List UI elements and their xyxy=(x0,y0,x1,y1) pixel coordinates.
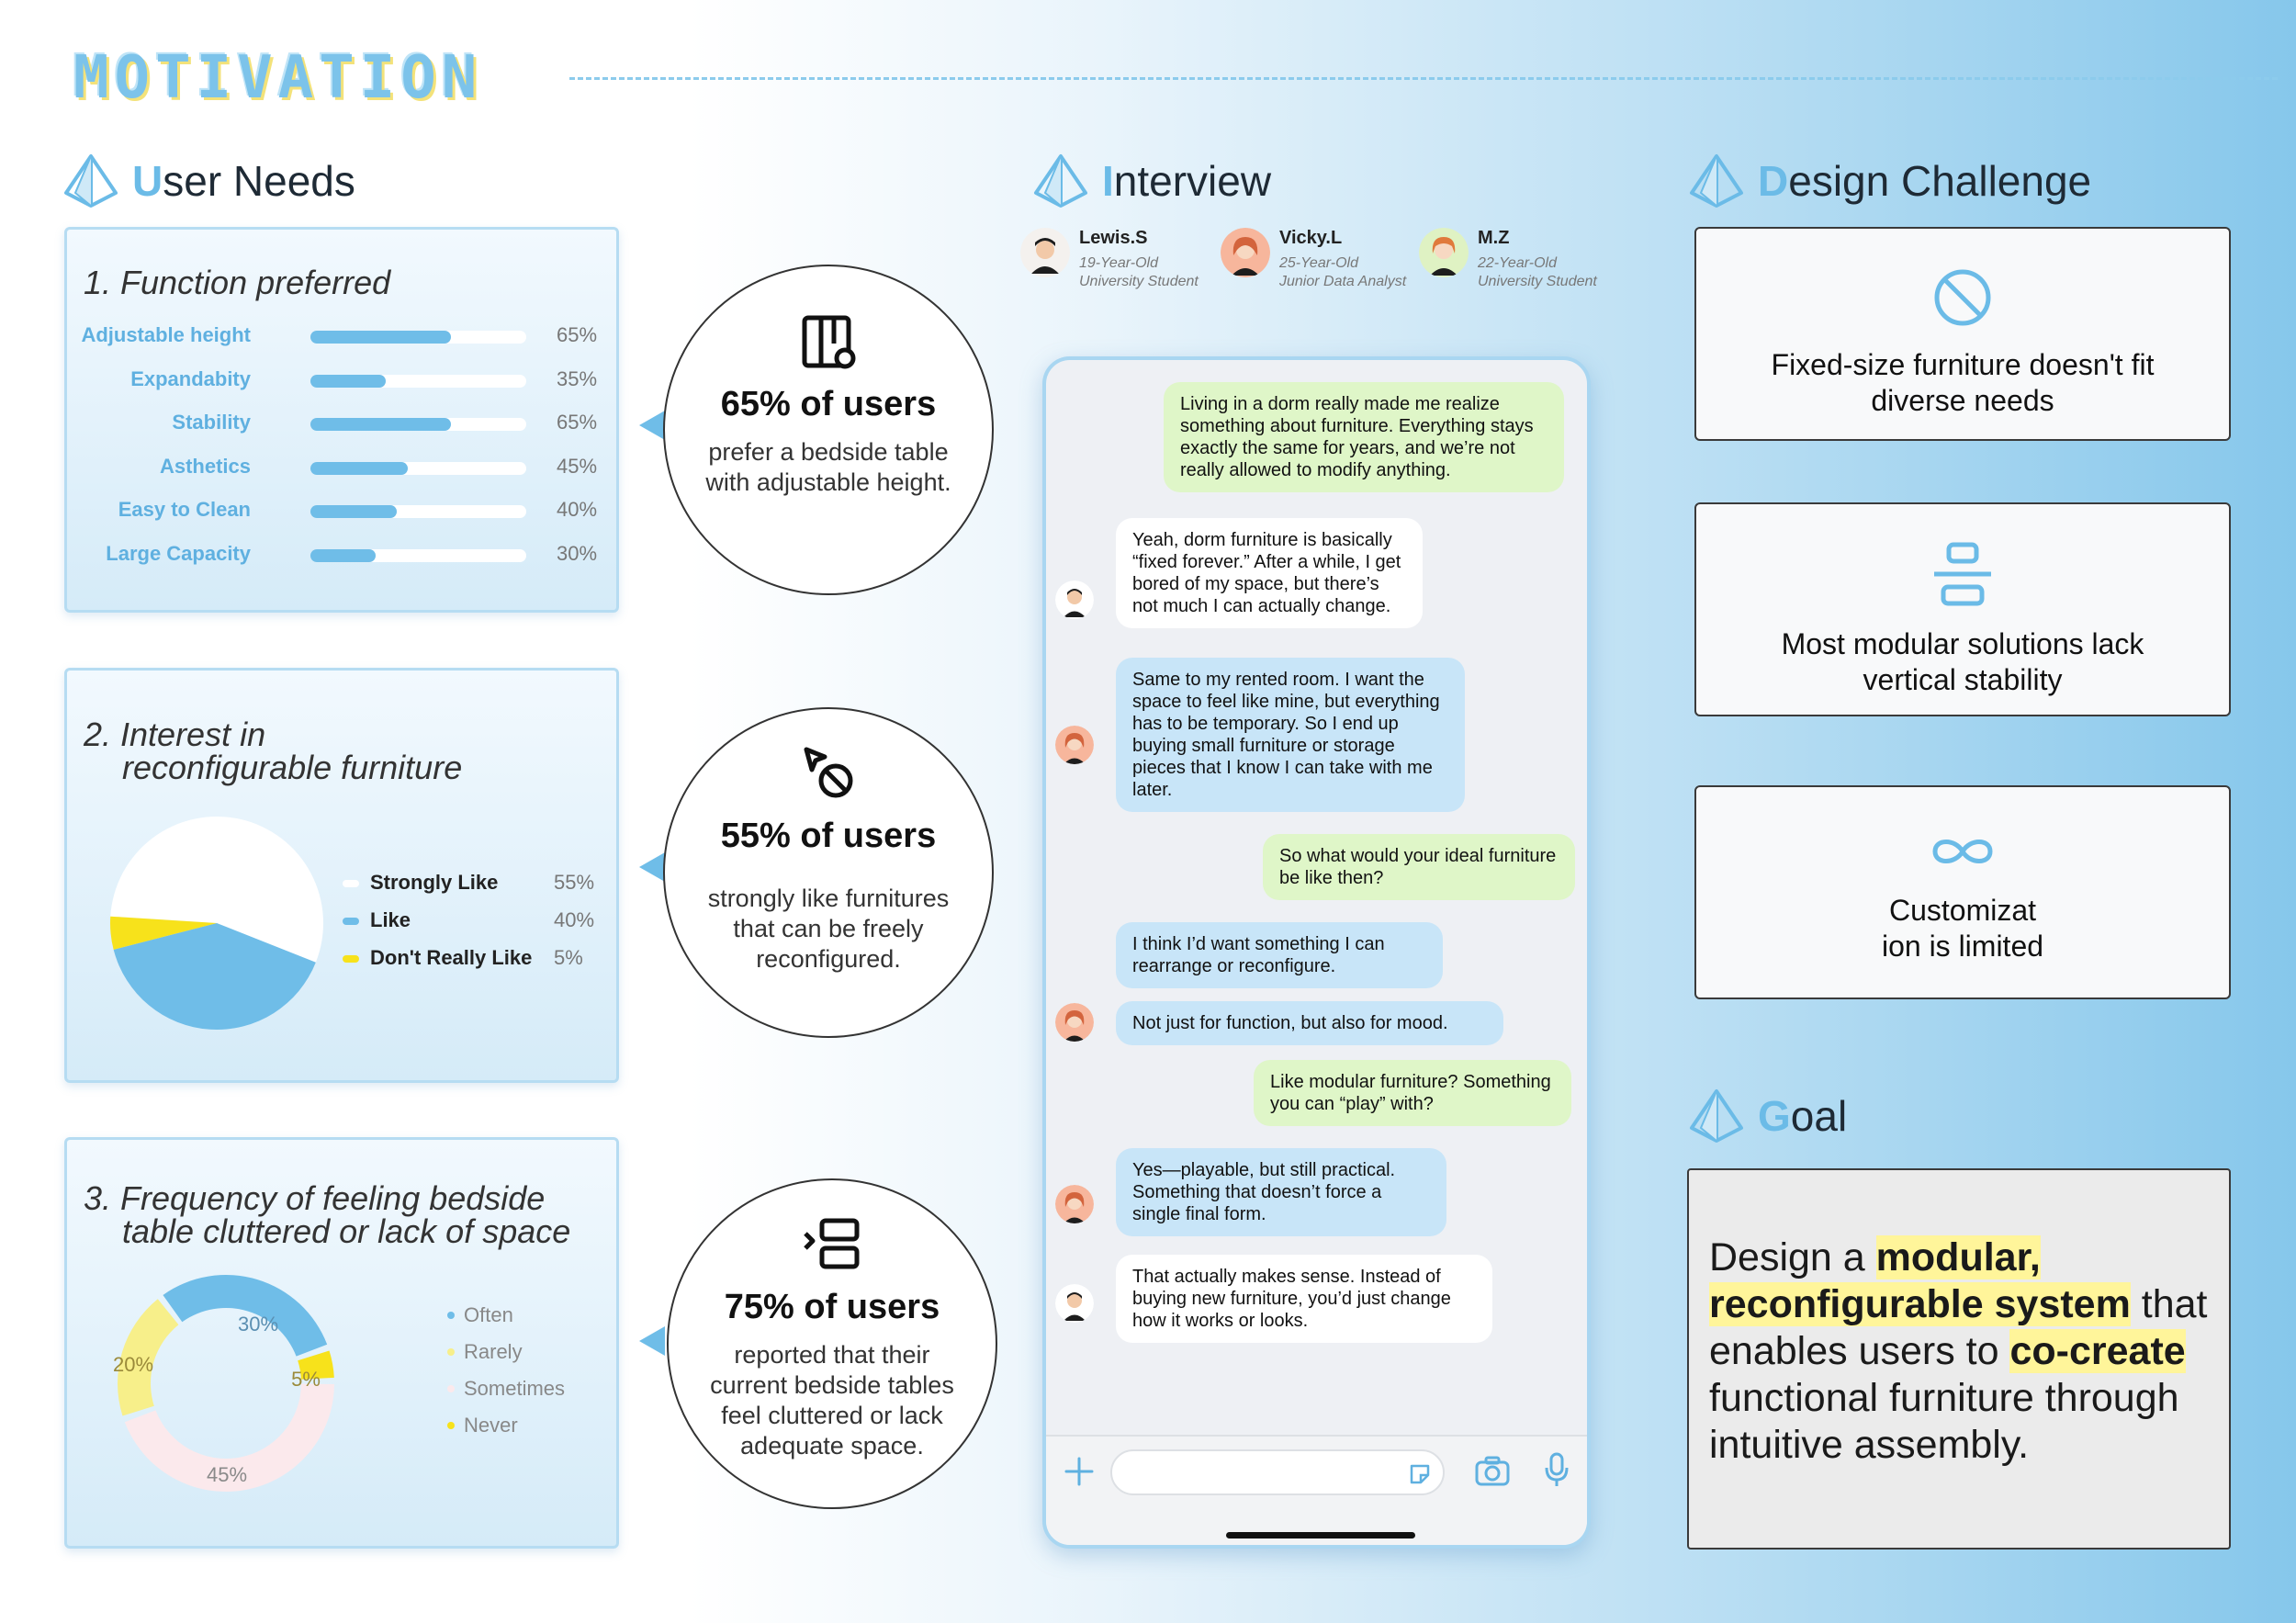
legend-dot xyxy=(447,1348,455,1356)
legend-dot xyxy=(447,1312,455,1319)
user-needs-heading: User Needs xyxy=(62,152,355,209)
avatar xyxy=(1055,1003,1094,1042)
legend-item xyxy=(444,1414,609,1450)
card-title: 1. Function preferred xyxy=(84,264,391,301)
avatar xyxy=(1055,726,1094,764)
cursor-no-icon xyxy=(799,744,858,803)
sticker-icon[interactable] xyxy=(1406,1460,1434,1488)
legend-value: 55% xyxy=(554,871,595,894)
legend-dot xyxy=(447,1422,455,1429)
person-name: M.Z xyxy=(1478,228,1510,248)
legend-label: Strongly Like xyxy=(370,871,499,894)
goal-heading: Goal xyxy=(1688,1088,1847,1144)
pointer-arrow xyxy=(639,411,665,440)
person-role: University Student xyxy=(1478,274,1597,289)
title-divider xyxy=(569,77,2278,80)
card-title-line2: table cluttered or lack of space xyxy=(122,1212,571,1250)
chat-message: Like modular furniture? Something you can “play” with? xyxy=(1254,1060,1571,1126)
legend-label: Don't Really Like xyxy=(370,946,533,969)
challenge-text: diverse needs xyxy=(1871,384,2054,417)
bar-row xyxy=(76,321,598,351)
layout-gear-icon xyxy=(799,312,858,371)
chat-input-bar xyxy=(1046,1435,1587,1549)
bar-label: Expandabity xyxy=(130,366,251,390)
stat-description: strongly like furnitures that can be freely reconfigured. xyxy=(707,885,950,973)
challenge-text: Customizat xyxy=(1888,894,2037,927)
legend-label: Often xyxy=(464,1303,513,1326)
legend-item xyxy=(444,1340,609,1377)
bar-label: Asthetics xyxy=(159,454,251,478)
donut-label-often: 30% xyxy=(237,1313,279,1336)
challenge-text: Most modular solutions lack xyxy=(1781,627,2144,660)
donut-label-sometimes: 45% xyxy=(206,1463,248,1486)
card-title-line1: 3. Frequency of feeling bedside xyxy=(84,1179,546,1217)
chat-phone-mockup xyxy=(1042,356,1591,1549)
legend-item xyxy=(444,1377,609,1414)
function-preferred-card xyxy=(64,227,619,613)
bar-row xyxy=(76,540,598,569)
bar-track xyxy=(310,549,526,562)
legend-swatch xyxy=(343,880,359,887)
person-name: Lewis.S xyxy=(1079,228,1148,248)
prism-icon xyxy=(1688,152,1745,209)
infinity-icon xyxy=(1928,833,1998,870)
interviewee-lewis xyxy=(1020,228,1199,291)
chat-message: Yes—playable, but still practical. Something that doesn’t force a single final form. xyxy=(1116,1148,1446,1236)
stat-headline: 75% of users xyxy=(724,1288,940,1326)
pointer-arrow xyxy=(639,852,665,882)
plus-icon[interactable] xyxy=(1063,1455,1096,1488)
bar-value: 65% xyxy=(557,323,598,346)
donut-label-never: 5% xyxy=(291,1368,321,1391)
bar-row xyxy=(76,496,598,525)
avatar xyxy=(1055,580,1094,619)
stat-circle-2 xyxy=(663,707,994,1038)
avatar xyxy=(1055,1284,1094,1323)
bar-value: 35% xyxy=(557,366,598,390)
align-center-icon xyxy=(1930,539,1995,609)
interview-heading: Interview xyxy=(1032,152,1271,209)
interviewee-vicky xyxy=(1221,228,1406,291)
avatar xyxy=(1221,228,1270,277)
person-age: 22-Year-Old xyxy=(1478,255,1557,271)
interviewee-mz xyxy=(1419,228,1597,291)
stack-arrow-icon xyxy=(800,1215,864,1274)
avatar xyxy=(1020,228,1070,277)
pointer-arrow xyxy=(639,1326,665,1356)
camera-icon[interactable] xyxy=(1474,1455,1511,1488)
bar-fill xyxy=(310,418,451,431)
prism-icon xyxy=(1688,1088,1745,1144)
legend-item xyxy=(444,1303,609,1340)
legend-value: 40% xyxy=(554,908,595,931)
person-role: Junior Data Analyst xyxy=(1279,274,1407,289)
person-name: Vicky.L xyxy=(1279,228,1343,248)
pie-legend xyxy=(343,871,609,984)
bar-label: Large Capacity xyxy=(106,542,251,565)
chat-message: Same to my rented room. I want the space to feel like mine, but everything has to be temporary. So I end up buying small furniture or storage pieces that I know I can take with me later. xyxy=(1116,658,1465,812)
bar-row xyxy=(76,409,598,438)
legend-swatch xyxy=(343,955,359,963)
bar-fill xyxy=(310,462,408,475)
bar-fill xyxy=(310,549,376,562)
person-age: 19-Year-Old xyxy=(1079,255,1158,271)
stat-circle-1 xyxy=(663,265,994,595)
chat-input[interactable] xyxy=(1110,1449,1445,1495)
bar-row xyxy=(76,453,598,482)
bar-fill xyxy=(310,375,386,388)
stat-headline: 55% of users xyxy=(720,817,937,855)
stat-circle-3 xyxy=(667,1178,997,1509)
legend-item xyxy=(343,946,609,984)
challenge-card-3 xyxy=(1694,785,2231,999)
interest-card xyxy=(64,668,619,1083)
legend-item xyxy=(343,908,609,946)
frequency-card xyxy=(64,1137,619,1549)
legend-dot xyxy=(447,1385,455,1392)
legend-label: Sometimes xyxy=(464,1377,566,1400)
stat-headline: 65% of users xyxy=(720,385,937,423)
challenge-text: Fixed-size furniture doesn't fit xyxy=(1771,348,2155,381)
chat-message: Living in a dorm really made me realize something about furniture. Everything stays exactly the same for years, and we’re not really allowed to modify anything. xyxy=(1164,382,1564,492)
chat-message: That actually makes sense. Instead of buying new furniture, you’d just change how it works or looks. xyxy=(1116,1255,1492,1343)
bar-track xyxy=(310,375,526,388)
challenge-text: ion is limited xyxy=(1881,930,2044,963)
legend-item xyxy=(343,871,609,908)
home-indicator xyxy=(1226,1532,1415,1538)
microphone-icon[interactable] xyxy=(1544,1451,1570,1488)
bar-label: Easy to Clean xyxy=(118,498,251,522)
bar-value: 45% xyxy=(557,454,598,478)
legend-label: Like xyxy=(370,908,411,931)
legend-swatch xyxy=(343,918,359,925)
donut-chart xyxy=(102,1259,350,1507)
stat-description: prefer a bedside table with adjustable height. xyxy=(705,438,951,496)
bar-value: 40% xyxy=(557,498,598,522)
goal-statement: Design a modular, reconfigurable system that enables users to co-create functional furniture through intuitive assembly. xyxy=(1687,1168,2231,1550)
legend-value: 5% xyxy=(554,946,583,969)
person-age: 25-Year-Old xyxy=(1279,255,1358,271)
challenge-text: vertical stability xyxy=(1863,663,2063,696)
design-challenge-heading: Design Challenge xyxy=(1688,152,2091,209)
bar-track xyxy=(310,418,526,431)
pie-chart xyxy=(102,808,332,1038)
bar-fill xyxy=(310,331,451,344)
bar-value: 30% xyxy=(557,542,598,565)
bar-track xyxy=(310,462,526,475)
donut-legend xyxy=(444,1303,609,1450)
bar-fill xyxy=(310,505,397,518)
challenge-card-1 xyxy=(1694,227,2231,441)
bar-track xyxy=(310,331,526,344)
page-title: MOTIVATION xyxy=(73,44,483,112)
card-title-line1: 2. Interest in xyxy=(84,716,266,753)
prism-icon xyxy=(1032,152,1089,209)
donut-label-rarely: 20% xyxy=(112,1353,154,1376)
bar-chart xyxy=(76,230,609,615)
circle-slash-icon xyxy=(1930,265,1995,330)
chat-message: I think I’d want something I can rearrange or reconfigure. xyxy=(1116,922,1443,988)
legend-label: Never xyxy=(464,1414,518,1437)
challenge-card-2 xyxy=(1694,502,2231,716)
person-role: University Student xyxy=(1079,274,1199,289)
prism-icon xyxy=(62,152,119,209)
avatar xyxy=(1055,1185,1094,1223)
legend-label: Rarely xyxy=(464,1340,523,1363)
bar-value: 65% xyxy=(557,411,598,434)
chat-message: So what would your ideal furniture be like then? xyxy=(1263,834,1575,900)
bar-row xyxy=(76,366,598,395)
bar-label: Stability xyxy=(172,411,251,434)
chat-message: Not just for function, but also for mood. xyxy=(1116,1001,1503,1045)
chat-message: Yeah, dorm furniture is basically “fixed forever.” After a while, I get bored of my space, but there’s not much I can actually change. xyxy=(1116,518,1423,628)
stat-description: reported that their current bedside tables feel cluttered or lack adequate space. xyxy=(710,1341,954,1460)
bar-track xyxy=(310,505,526,518)
bar-label: Adjustable height xyxy=(81,323,251,346)
card-title-line2: reconfigurable furniture xyxy=(122,749,463,786)
avatar xyxy=(1419,228,1469,277)
